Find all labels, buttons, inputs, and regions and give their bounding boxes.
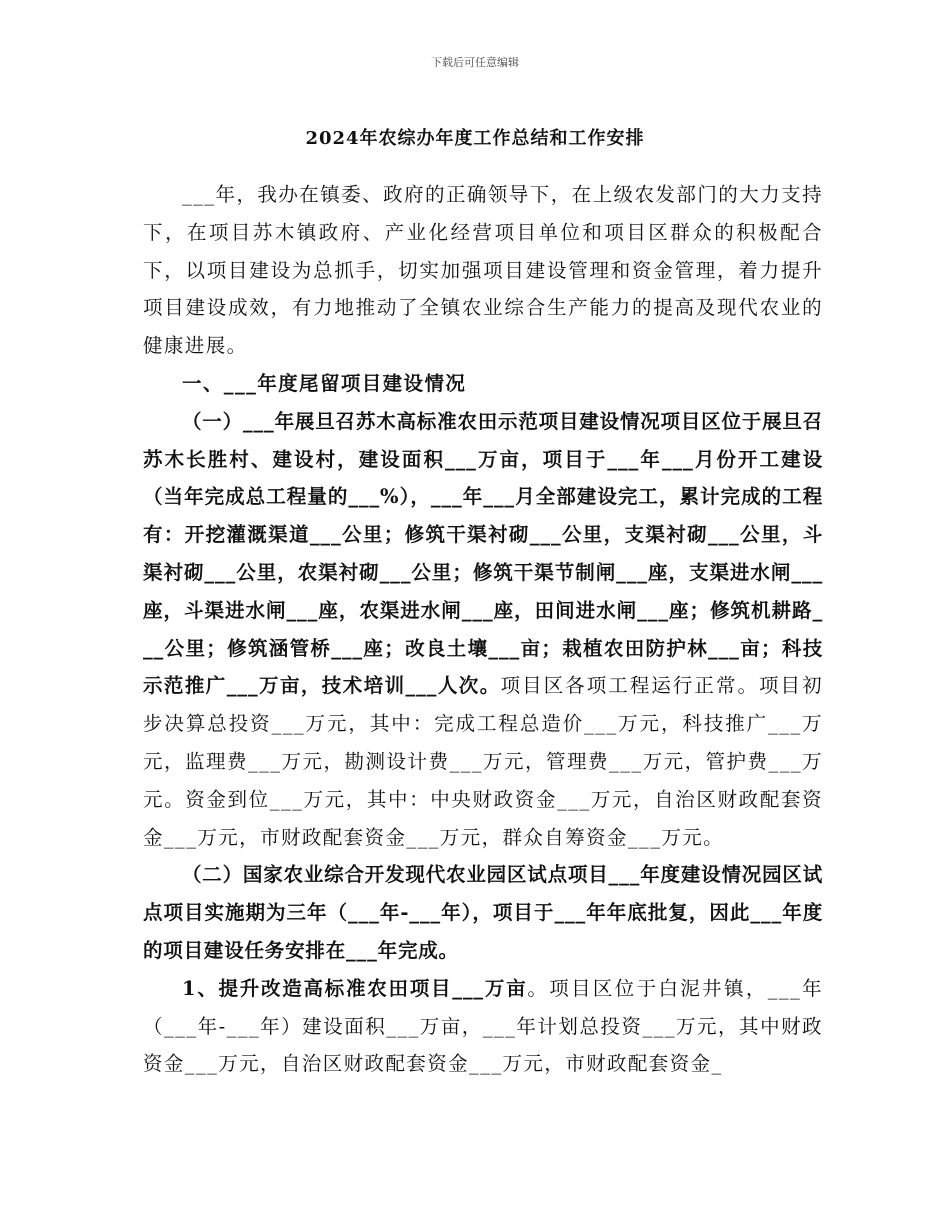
subsection-1-normal-text: 项目区各项工程运行正常。项目初步决算总投资___万元，其中：完成工程总造价___万元，科技推广___万元，监理费___万元，勘测设计费___万元，管理费___万元，管护费___万元。资金到位___万元，其中：中央财政资金___万元，自治区财政配套资金___万元，市财政配套资金___万元，群众自筹资金___万元。 (143, 674, 823, 849)
document-title: 2024年农综办年度工作总结和工作安排 (305, 128, 645, 149)
subsection-1-bold-text: （一）___年展旦召苏木高标准农田示范项目建设情况项目区位于展旦召苏木长胜村、建设村，建设面积___万亩，项目于___年___月份开工建设（当年完成总工程量的___%），___年___月全部建设完工，累计完成的工程有：开挖灌溉渠道___公里；修筑干渠衬砌___公里，支渠衬砌___公里，斗渠衬砌___公里，农渠衬砌___公里；修筑干渠节制闸___座，支渠进水闸___座，斗渠进水闸___座，农渠进水闸___座，田间进水闸___座；修筑机耕路___公里；修筑涵管桥___座；改良土壤___亩；栽植农田防护林___亩；科技示范推广___万亩，技术培训___人次。 (143, 409, 823, 698)
header-note: 下载后可任意编辑 (431, 56, 519, 69)
intro-paragraph: ___年，我办在镇委、政府的正确领导下，在上级农发部门的大力支持下，在项目苏木镇政府、产业化经营项目单位和项目区群众的积极配合下，以项目建设为总抓手，切实加强项目建设管理和资金管理，着力提升项目建设成效，有力地推动了全镇农业综合生产能力的提高及现代农业的健康进展。 (143, 183, 823, 358)
item-1-paragraph (143, 970, 823, 1083)
section-heading-1: 一、___年度尾留项目建设情况 (182, 371, 467, 395)
subsection-2-paragraph: （二）国家农业综合开发现代农业园区试点项目___年度建设情况园区试点项目实施期为三年（___年-___年），项目于___年年底批复，因此___年度的项目建设任务安排在___年完成。 (143, 863, 823, 962)
document-body (143, 176, 823, 1083)
item-1-normal-text: 。项目区位于白泥井镇，___年（___年-___年）建设面积___万亩，___年计划总投资___万元，其中财政资金___万元，自治区财政配套资金___万元，市财政配套资金_ (143, 976, 823, 1076)
subsection-1-paragraph (143, 403, 823, 857)
item-1-bold-text: 1、提升改造高标准农田项目___万亩 (182, 976, 528, 1000)
